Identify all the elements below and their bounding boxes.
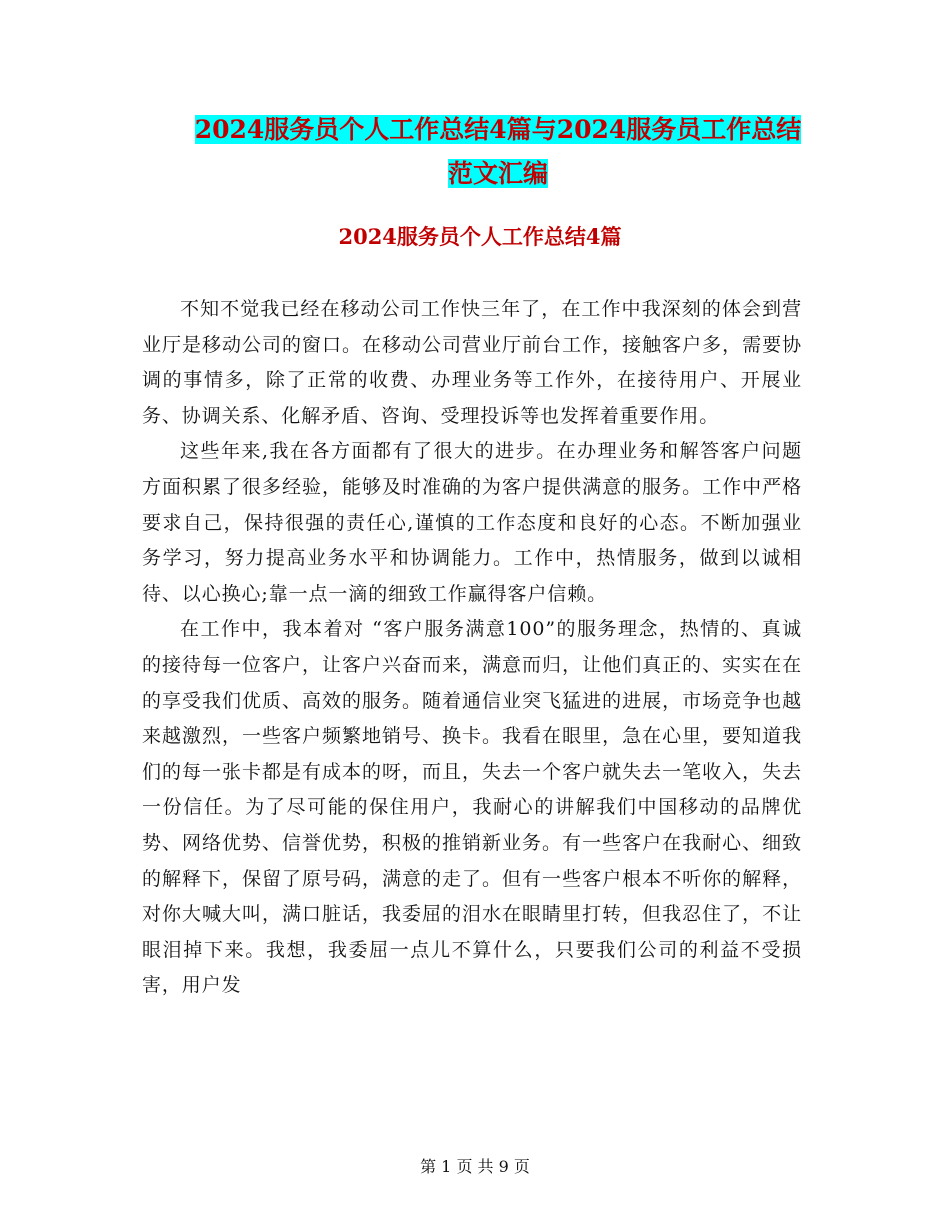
document-title-line-1: 2024服务员个人工作总结4篇与2024服务员工作总结	[194, 115, 802, 144]
document-body	[142, 292, 802, 1004]
paragraph-3: 在工作中，我本着对 “客户服务满意100”的服务理念，热情的、真诚的接待每一位客户，让客户兴奋而来，满意而归，让他们真正的、实实在在的享受我们优质、高效的服务。随着通信业突飞猛进的进展，市场竞争也越来越激烈，一些客户频繁地销号、换卡。我看在眼里，急在心里，要知道我们的每一张卡都是有成本的呀，而且，失去一个客户就失去一笔收入，失去一份信任。为了尽可能的保住用户，我耐心的讲解我们中国移动的品牌优势、网络优势、信誉优势，积极的推销新业务。有一些客户在我耐心、细致的解释下，保留了原号码，满意的走了。但有一些客户根本不听你的解释，对你大喊大叫，满口脏话，我委屈的泪水在眼睛里打转，但我忍住了，不让眼泪掉下来。我想，我委屈一点儿不算什么，只要我们公司的利益不受损害，用户发	[142, 618, 802, 997]
document-title	[140, 108, 856, 196]
section-title: 2024服务员个人工作总结4篇	[338, 224, 622, 249]
document-title-line-2: 范文汇编	[447, 159, 548, 188]
page-footer: 第 1 页 共 9 页	[420, 1157, 530, 1176]
paragraph-1: 不知不觉我已经在移动公司工作快三年了，在工作中我深刻的体会到营业厅是移动公司的窗口。在移动公司营业厅前台工作，接触客户多，需要协调的事情多，除了正常的收费、办理业务等工作外，在接待用户、开展业务、协调关系、化解矛盾、咨询、受理投诉等也发挥着重要作用。	[142, 298, 802, 427]
paragraph-2: 这些年来,我在各方面都有了很大的进步。在办理业务和解答客户问题方面积累了很多经验，能够及时准确的为客户提供满意的服务。工作中严格要求自己，保持很强的责任心,谨慎的工作态度和良好的心态。不断加强业务学习，努力提高业务水平和协调能力。工作中，热情服务，做到以诚相待、以心换心;靠一点一滴的细致工作赢得客户信赖。	[142, 440, 802, 605]
